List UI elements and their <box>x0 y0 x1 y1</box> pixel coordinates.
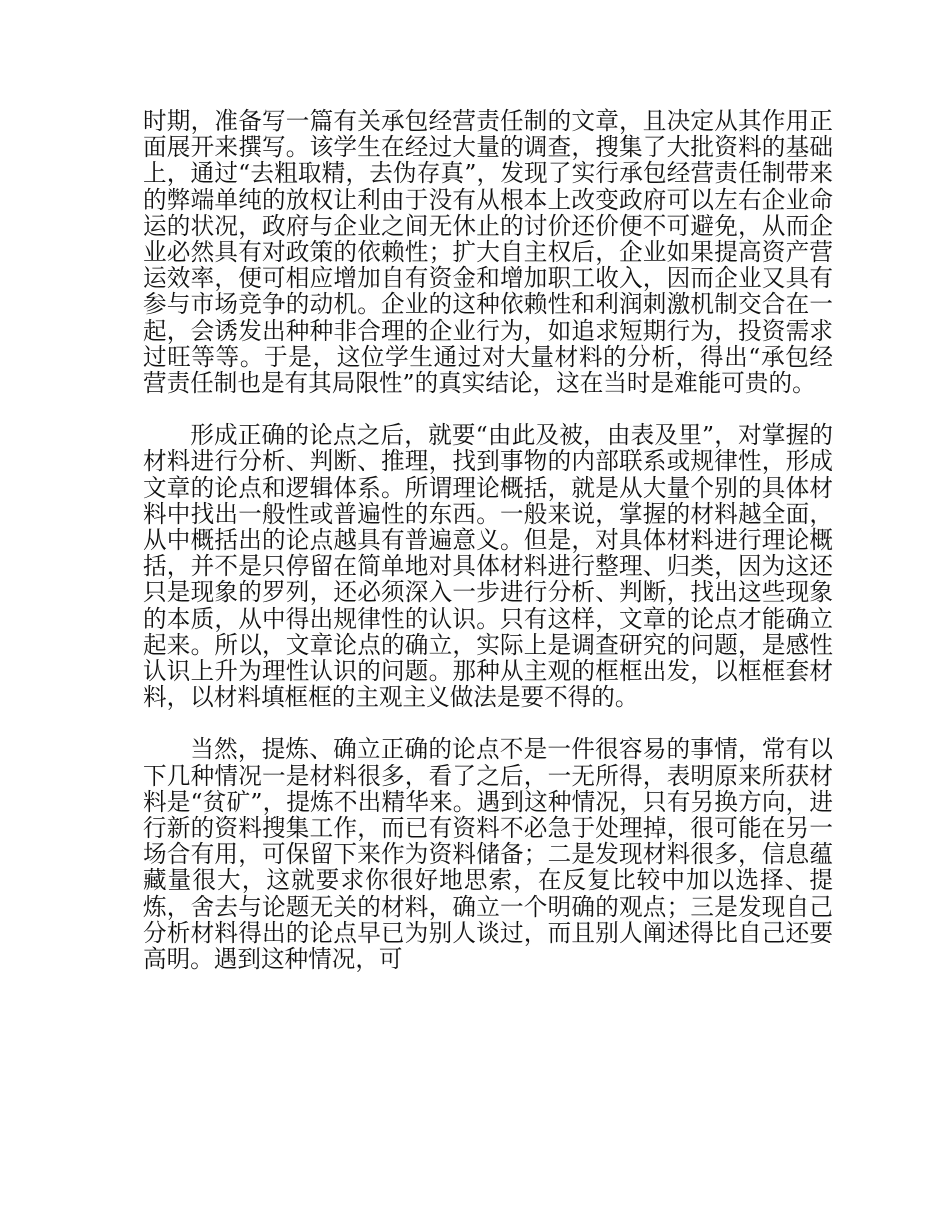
paragraph-2: 形成正确的论点之后，就要“由此及被，由表及里”，对掌握的材料进行分析、判断、推理，找到事物的内部联系或规律性，形成文章的论点和逻辑体系。所谓理论概括，就是从大量个别的具体材料中找出一般性或普遍性的东西。一般来说，掌握的材料越全面，从中概括出的论点越具有普遍意义。但是，对具体材料进行理论概括，并不是只停留在简单地对具体材料进行整理、归类，因为这还只是现象的罗列，还必须深入一步进行分析、判断，找出这些现象的本质，从中得出规律性的认识。只有这样，文章的论点才能确立起来。所以，文章论点的确立，实际上是调查研究的问题，是感性认识上升为理性认识的问题。那种从主观的框框出发，以框框套材料，以材料填框框的主观主义做法是要不得的。 <box>143 421 833 712</box>
paragraph-3: 当然，提炼、确立正确的论点不是一件很容易的事情，常有以下几种情况一是材料很多，看了之后，一无所得，表明原来所获材料是“贫矿”，提炼不出精华来。遇到这种情况，只有另换方向，进行新的资料搜集工作，而已有资料不必急于处理掉，很可能在另一场合有用，可保留下来作为资料储备；二是发现材料很多，信息蕴藏量很大，这就要求你很好地思索，在反复比较中加以选择、提炼，舍去与论题无关的材料，确立一个明确的观点；三是发现自己分析材料得出的论点早已为别人谈过，而且别人阐述得比自己还要高明。遇到这种情况，可 <box>143 735 833 974</box>
document-body <box>143 108 833 998</box>
paragraph-1: 时期，准备写一篇有关承包经营责任制的文章，且决定从其作用正面展开来撰写。该学生在经过大量的调查，搜集了大批资料的基础上，通过“去粗取精，去伪存真”，发现了实行承包经营责任制带来的弊端单纯的放权让利由于没有从根本上改变政府可以左右企业命运的状况，政府与企业之间无休止的讨价还价便不可避免，从而企业必然具有对政策的依赖性；扩大自主权后，企业如果提高资产营运效率，便可相应增加自有资金和增加职工收入，因而企业又具有参与市场竞争的动机。企业的这种依赖性和利润刺激机制交合在一起，会诱发出种种非合理的企业行为，如追求短期行为，投资需求过旺等等。于是，这位学生通过对大量材料的分析，得出“承包经营责任制也是有其局限性”的真实结论，这在当时是难能可贵的。 <box>143 107 833 398</box>
